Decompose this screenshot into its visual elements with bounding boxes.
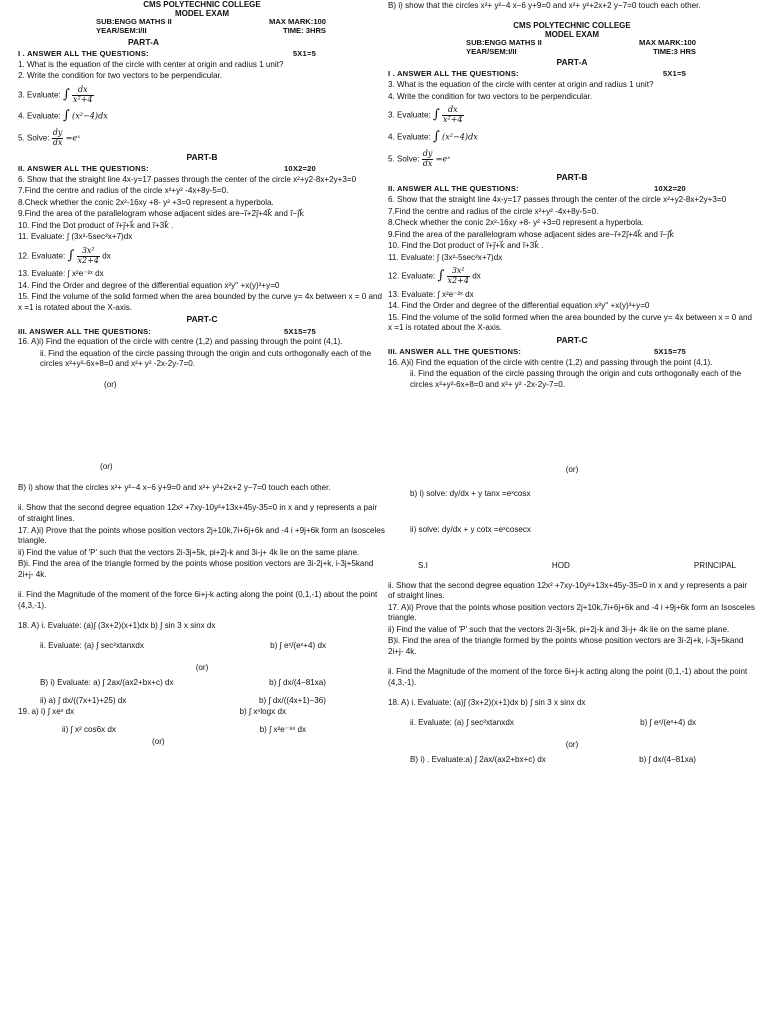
question-17a-ii: ii) Find the value of 'P' such that the vectors 2i-3j+5k, pi+2j-k and 3i-j+ 4k lie on the same plane. — [18, 547, 360, 557]
question-1: 3. What is the equation of the circle with center at origin and radius 1 unit? — [388, 80, 654, 90]
question-18a-ii: ii. Evaluate: (a) ∫ sec²xtanxdx b) ∫ eˣ/(eˣ+4) dx — [410, 717, 696, 727]
part-a-heading: I . ANSWER ALL THE QUESTIONS: 5X1=5 — [18, 48, 316, 58]
question-18a: 18. A) i. Evaluate: (a)∫ (3x+2)(x+1)dx b) ∫ sin 3 x sinx dx — [18, 621, 216, 631]
question-4: 4. Evaluate: ∫ (x²−4)dx — [18, 108, 108, 124]
question-10: 10. Find the Dot product of i⃗+j⃗+k⃗ and i⃗+3k⃗ . — [388, 241, 544, 251]
question-19a-ii: ii) ∫ x² cos6x dx b) ∫ x²e⁻⁹ˣ dx — [62, 725, 306, 735]
part-c-heading: III. ANSWER ALL THE QUESTIONS: 5X15=75 — [18, 326, 316, 336]
time: TIME: 3HRS — [282, 26, 326, 36]
question-18a: 18. A) i. Evaluate: (a)∫ (3x+2)(x+1)dx b) ∫ sin 3 x sinx dx — [388, 698, 586, 708]
signature-hod: HOD — [551, 561, 570, 570]
max-marks: MAX MARK:100 — [269, 17, 326, 27]
question-16a: 16. A)i) Find the equation of the circle with centre (1,2) and passing through the point (4,1). — [388, 357, 713, 367]
question-19b-ii: ii) solve: dy/dx + y cotx =eˣcosecx — [410, 525, 531, 535]
part-a-heading: I . ANSWER ALL THE QUESTIONS: 5X1=5 — [388, 69, 686, 79]
question-17a: 17. A)i) Prove that the points whose position vectors 2j+10k,7i+6j+6k and -4 i +9j+6k form an Isosceles triangle. — [18, 525, 385, 546]
question-7: 7.Find the centre and radius of the circle x²+y² -4x+8y-5=0. — [388, 206, 599, 216]
question-17b-i: B)i. Find the area of the triangle formed by the points whose position vectors are 3i-2j+k, i-3j+5kand 2i+j- 4k. — [388, 636, 744, 656]
part-b-title: PART-B — [186, 151, 218, 162]
question-13: 13. Evaluate: ∫ x²e⁻²ˣ dx — [18, 269, 104, 279]
question-17b-i: B)i. Find the area of the triangle formed by the points whose position vectors are 3i-2j+k, i-3j+5kand 2i+j- 4k. — [18, 559, 374, 579]
header-row-2 — [388, 48, 756, 57]
question-18b-i: B) i) Evaluate: a) ∫ 2ax/(ax2+bx+c) dx b) ∫ dx/(4−81xa) — [40, 677, 326, 687]
year-sem: YEAR/SEM:I/II — [96, 26, 147, 36]
part-c-title: PART-C — [556, 335, 588, 345]
question-16b-i: B) i) show that the circles x²+ y²−4 x−6 y+9=0 and x²+ y²+2x+2 y−7=0 touch each other. — [18, 482, 331, 492]
or-separator: (or) — [104, 379, 117, 389]
question-3: 3. Evaluate: ∫ $\frac{dx}{\text{x²+4}}$ — [18, 84, 93, 104]
question-17a: 17. A)i) Prove that the points whose position vectors 2j+10k,7i+6j+6k and -4 i +9j+6k form an Isosceles triangle. — [388, 602, 755, 623]
or-separator: (or) — [565, 740, 579, 750]
question-16a-ii: ii. Find the equation of the circle passing through the origin and cuts orthogonally each of the circles x²+y²-6x+8=0 and x²+ y² -2x-2y-7=0. — [410, 369, 742, 389]
question-8: 8.Check whether the conic 2x²-16xy +8- y² +3=0 represent a hyperbola. — [388, 218, 644, 228]
exam-title: MODEL EXAM — [174, 9, 230, 19]
question-17b-ii: ii. Find the Magnitude of the moment of the force 6i+j-k acting along the point (0,1,-1) about the point (4,3,-1). — [388, 667, 748, 687]
question-19b-i: b) i) solve: dy/dx + y tanx =eˣcosx — [410, 488, 531, 498]
question-4: 4. Evaluate: ∫ (x²−4)dx — [388, 128, 478, 144]
question-16b-i-top: B) i) show that the circles x²+ y²−4 x−6 y+9=0 and x²+ y²+2x+2 y−7=0 touch each other. — [388, 1, 701, 10]
question-16b-ii: ii. Show that the second degree equation 12x² +7xy-10y²+13x+45y-35=0 in x and y represents a pair of straight lines. — [18, 503, 378, 523]
question-2: 2. Write the condition for two vectors to be perpendicular. — [18, 71, 223, 81]
header-row-1 — [388, 39, 756, 48]
part-a-title: PART-A — [556, 57, 588, 68]
question-3: 3. Evaluate: ∫ $\frac{dx}{\text{x²+4}}$ — [388, 105, 463, 125]
right-column — [388, 0, 756, 1024]
part-b-heading: II. ANSWER ALL THE QUESTIONS: 10X2=20 — [388, 184, 686, 194]
or-separator: (or) — [195, 663, 209, 673]
header-row-2 — [18, 27, 386, 36]
part-c-heading: III. ANSWER ALL THE QUESTIONS: 5X15=75 — [388, 347, 686, 357]
question-11: 11. Evaluate: ∫ (3x²-5sec²x+7)dx — [18, 232, 133, 242]
question-17a-ii: ii) Find the value of 'P' such that the vectors 2i-3j+5k, pi+2j-k and 3i-j+ 4k lie on the same plane. — [388, 624, 730, 634]
left-column — [18, 0, 386, 1024]
question-14: 14. Find the Order and degree of the differential equation x²y'' +x(y)³+y=0 — [388, 301, 650, 311]
question-10: 10. Find the Dot product of i⃗+j⃗+k⃗ and i⃗+3k⃗ . — [18, 220, 174, 230]
part-a-title: PART-A — [128, 36, 160, 47]
question-19a: 19. a) i) ∫ xeˣ dx b) ∫ xⁿlogx dx — [18, 706, 286, 716]
question-5: 5. Solve: $\frac{dy}{dx}$ =eˣ — [18, 128, 81, 148]
signature-row — [388, 561, 756, 572]
subject: SUB:ENGG MATHS II — [96, 17, 172, 27]
question-9: 9.Find the area of the parallelogram whose adjacent sides are−i⃗+2j⃗+4k⃗ and i⃗−j⃗k⃗ — [18, 209, 305, 219]
question-7: 7.Find the centre and radius of the circle x²+y² -4x+8y-5=0. — [18, 186, 229, 196]
or-separator: (or) — [100, 462, 113, 472]
part-c-title: PART-C — [186, 314, 218, 325]
question-8: 8.Check whether the conic 2x²-16xy +8- y² +3=0 represent a hyperbola. — [18, 197, 274, 207]
header-row-1 — [18, 18, 386, 27]
question-16a: 16. A)i) Find the equation of the circle with centre (1,2) and passing through the point (4,1). — [18, 337, 343, 347]
subject: SUB:ENGG MATHS II — [466, 37, 542, 47]
question-9: 9.Find the area of the parallelogram whose adjacent sides are−i⃗+2j⃗+4k⃗ and i⃗−j⃗k⃗ — [388, 229, 675, 239]
signature-si: S.I — [418, 561, 428, 570]
question-16b-ii: ii. Show that the second degree equation 12x² +7xy-10y²+13x+45y-35=0 in x and y represents a pair of straight lines. — [388, 580, 748, 601]
question-12: 12. Evaluate: ∫ $\frac{\text{3x²}}{x2+4}$ dx — [388, 266, 481, 286]
question-5: 5. Solve: $\frac{dy}{dx}$ =eˣ — [388, 148, 451, 168]
or-separator: (or) — [152, 736, 165, 746]
question-13: 13. Evaluate: ∫ x²e⁻²ˣ dx — [388, 289, 474, 299]
time: TIME:3 HRS — [652, 46, 696, 56]
signature-principal: PRINCIPAL — [693, 561, 736, 570]
college-name: CMS POLYTECHNIC COLLEGE — [143, 0, 261, 9]
question-15: 15. Find the volume of the solid formed when the area bounded by the curve y= 4x between x = 0 and x =1 is rotated about the X-axis. — [18, 292, 383, 312]
question-11: 11. Evaluate: ∫ (3x²-5sec²x+7)dx — [388, 252, 503, 262]
question-18a-ii: ii. Evaluate: (a) ∫ sec²xtanxdx b) ∫ eˣ/(eˣ+4) dx — [40, 640, 326, 650]
question-6: 6. Show that the straight line 4x-y=17 passes through the center of the circle x²+y2-8x+2y+3=0 — [388, 195, 727, 205]
max-marks: MAX MARK:100 — [639, 37, 696, 47]
part-b-heading: II. ANSWER ALL THE QUESTIONS: 10X2=20 — [18, 163, 316, 173]
year-sem: YEAR/SEM:I/II — [466, 46, 517, 56]
exam-title: MODEL EXAM — [544, 29, 600, 39]
college-name: CMS POLYTECHNIC COLLEGE — [513, 20, 631, 30]
question-6: 6. Show that the straight line 4x-y=17 passes through the center of the circle x²+y2-8x+2y+3=0 — [18, 174, 357, 184]
question-18b-i: B) i) . Evaluate:a) ∫ 2ax/(ax2+bx+c) dx b) ∫ dx/(4−81xa) — [410, 754, 696, 764]
question-12: 12. Evaluate: ∫ $\frac{\text{3x²}}{x2+4}$ dx — [18, 245, 111, 265]
or-separator: (or) — [565, 465, 579, 475]
question-16a-ii: ii. Find the equation of the circle passing through the origin and cuts orthogonally each of the circles x²+y²-6x+8=0 and x²+ y² -2x-2y-7=0. — [40, 348, 372, 369]
question-2: 4. Write the condition for two vectors to be perpendicular. — [388, 91, 593, 101]
part-b-title: PART-B — [556, 172, 588, 183]
question-1: 1. What is the equation of the circle with center at origin and radius 1 unit? — [18, 59, 284, 69]
question-15: 15. Find the volume of the solid formed when the area bounded by the curve y= 4x between x = 0 and x =1 is rotated about the X-axis. — [388, 312, 753, 333]
question-18b-ii: ii) a) ∫ dx/((7x+1)+25) dx b) ∫ dx/((4x+1)−36) — [40, 696, 326, 706]
question-14: 14. Find the Order and degree of the differential equation x²y'' +x(y)³+y=0 — [18, 280, 280, 290]
question-17b-ii: ii. Find the Magnitude of the moment of the force 6i+j-k acting along the point (0,1,-1) about the point (4,3,-1). — [18, 590, 378, 610]
